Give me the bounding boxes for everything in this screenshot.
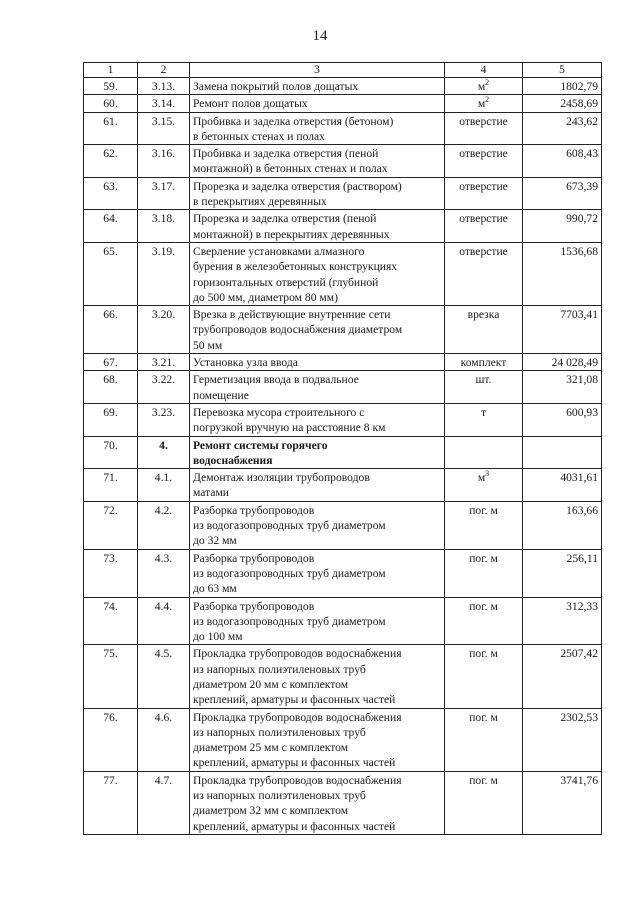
description-line: Замена покрытий полов дощатых (193, 80, 359, 93)
table-row (84, 645, 602, 708)
page-number: 14 (312, 28, 328, 44)
unit-superscript: 3 (485, 469, 490, 479)
row-price-cell: 3741,76 (523, 771, 602, 834)
unit-text: пог. м (469, 773, 498, 787)
description-line: водоснабжения (193, 453, 273, 467)
description-line: Разборка трубопроводов (193, 503, 315, 517)
row-number-cell: 74. (84, 597, 138, 645)
description-line: Герметизация ввода в подвальное (193, 373, 359, 387)
row-code-cell: 3.21. (138, 354, 190, 371)
description-line: Разборка трубопроводов (193, 599, 315, 613)
row-description-cell (190, 371, 445, 404)
row-description-cell (190, 549, 445, 597)
description-line: до 500 мм, диаметром 80 мм) (193, 290, 338, 304)
row-number-cell: 76. (84, 708, 138, 771)
row-price-cell: 673,39 (523, 177, 602, 210)
row-description-cell (190, 112, 445, 145)
description-line: диаметром 20 мм с комплектом (193, 677, 349, 691)
row-code-cell: 3.15. (138, 112, 190, 145)
row-description-cell (190, 436, 445, 469)
row-code-cell: 3.14. (138, 95, 190, 112)
row-description-cell (190, 145, 445, 178)
table-row (84, 78, 602, 95)
row-unit-cell (445, 597, 523, 645)
row-price-cell: 600,93 (523, 403, 602, 436)
description-line: Ремонт полов дощатых (193, 97, 308, 111)
row-price-cell: 7703,41 (523, 306, 602, 354)
row-code-cell: 3.16. (138, 145, 190, 178)
table-row (84, 306, 602, 354)
table-row (84, 436, 602, 469)
row-code-cell: 3.17. (138, 177, 190, 210)
row-description-cell (190, 708, 445, 771)
unit-text: пог. м (469, 599, 498, 613)
description-line: креплений, арматуры и фасонных частей (193, 756, 396, 770)
row-description-cell (190, 177, 445, 210)
table-header-row (84, 63, 602, 78)
unit-text: т (480, 405, 487, 419)
header-cell-2: 2 (138, 63, 190, 78)
row-code-cell: 3.22. (138, 371, 190, 404)
row-price-cell: 1802,79 (523, 78, 602, 95)
table-row (84, 371, 602, 404)
row-code-cell: 4.3. (138, 549, 190, 597)
row-description-cell (190, 469, 445, 502)
unit-text: пог. м (469, 647, 498, 661)
header-cell-3: 3 (190, 63, 445, 78)
table-row (84, 403, 602, 436)
description-line: до 32 мм (193, 534, 237, 548)
description-line: матами (193, 486, 229, 500)
unit-text: отверстие (459, 212, 508, 226)
row-number-cell: 62. (84, 145, 138, 178)
row-number-cell: 64. (84, 210, 138, 243)
row-price-cell: 312,33 (523, 597, 602, 645)
row-price-cell: 990,72 (523, 210, 602, 243)
row-description-cell (190, 210, 445, 243)
unit-text: пог. м (469, 503, 498, 517)
row-unit-cell (445, 501, 523, 549)
description-line: горизонтальных отверстий (глубиной (193, 275, 379, 289)
description-line: помещение (193, 388, 249, 402)
description-line: из водогазопроводных труб диаметром (193, 566, 386, 580)
row-unit-cell (445, 112, 523, 145)
row-price-cell: 243,62 (523, 112, 602, 145)
table-row (84, 549, 602, 597)
row-unit-cell (445, 242, 523, 305)
description-line: Прокладка трубопроводов водоснабжения (193, 710, 402, 724)
row-code-cell: 4. (138, 436, 190, 469)
description-line: до 63 мм (193, 582, 237, 596)
unit-superscript: 2 (485, 95, 490, 105)
description-line: из напорных полиэтиленовых труб (193, 725, 366, 739)
row-price-cell: 2507,42 (523, 645, 602, 708)
description-line: монтажной) в бетонных стенах и полах (193, 162, 388, 176)
description-line: Врезка в действующие внутренние сети (193, 308, 391, 322)
description-line: из водогазопроводных труб диаметром (193, 614, 386, 628)
description-line: бурения в железобетонных конструкциях (193, 260, 398, 274)
row-number-cell: 72. (84, 501, 138, 549)
row-description-cell (190, 501, 445, 549)
row-unit-cell (445, 436, 523, 469)
row-price-cell: 163,66 (523, 501, 602, 549)
description-line: креплений, арматуры и фасонных частей (193, 819, 396, 833)
row-number-cell: 73. (84, 549, 138, 597)
description-line: из водогазопроводных труб диаметром (193, 519, 386, 533)
row-unit-cell (445, 78, 523, 95)
unit-text: отверстие (459, 147, 508, 161)
description-line: Прорезка и заделка отверстия (пеной (193, 212, 377, 226)
unit-text: шт. (475, 373, 492, 387)
row-number-cell: 63. (84, 177, 138, 210)
header-cell-5: 5 (523, 63, 602, 78)
row-description-cell (190, 771, 445, 834)
description-line: Сверление установками алмазного (193, 244, 365, 258)
description-line: в бетонных стенах и полах (193, 129, 325, 143)
row-code-cell: 3.19. (138, 242, 190, 305)
row-code-cell: 3.13. (138, 78, 190, 95)
description-line: Установка узла ввода (193, 356, 298, 370)
description-line: диаметром 25 мм с комплектом (193, 741, 349, 755)
description-line: трубопроводов водоснабжения диаметром (193, 323, 403, 337)
description-line: Прорезка и заделка отверстия (раствором) (193, 179, 402, 193)
row-description-cell (190, 95, 445, 112)
row-unit-cell (445, 403, 523, 436)
row-price-cell: 2458,69 (523, 95, 602, 112)
unit-text: отверстие (459, 244, 508, 258)
table-row (84, 708, 602, 771)
table-row (84, 469, 602, 502)
row-description-cell (190, 306, 445, 354)
row-number-cell: 68. (84, 371, 138, 404)
row-code-cell: 4.4. (138, 597, 190, 645)
header-cell-4: 4 (445, 63, 523, 78)
description-line: диаметром 32 мм с комплектом (193, 804, 349, 818)
row-description-cell (190, 354, 445, 371)
table-row (84, 242, 602, 305)
price-table (83, 62, 602, 835)
description-line: погрузкой вручную на расстояние 8 км (193, 421, 386, 435)
unit-text: отверстие (459, 114, 508, 128)
table-row (84, 210, 602, 243)
row-number-cell: 75. (84, 645, 138, 708)
row-description-cell (190, 403, 445, 436)
row-code-cell: 4.6. (138, 708, 190, 771)
description-line: до 100 мм (193, 630, 243, 644)
description-line: в перекрытиях деревянных (193, 195, 327, 209)
table-row (84, 501, 602, 549)
unit-text: врезка (467, 308, 500, 322)
row-number-cell: 66. (84, 306, 138, 354)
description-line: Прокладка трубопроводов водоснабжения (193, 647, 402, 661)
row-number-cell: 71. (84, 469, 138, 502)
unit-text: отверстие (459, 179, 508, 193)
row-unit-cell (445, 469, 523, 502)
unit-superscript: 2 (485, 78, 490, 88)
description-line: Демонтаж изоляции трубопроводов (193, 471, 370, 485)
unit-text: м (477, 80, 486, 93)
description-line: из напорных полиэтиленовых труб (193, 789, 366, 803)
description-line: Прокладка трубопроводов водоснабжения (193, 773, 402, 787)
row-code-cell: 4.1. (138, 469, 190, 502)
row-unit-cell (445, 645, 523, 708)
unit-text: м (477, 471, 486, 485)
row-unit-cell (445, 771, 523, 834)
row-unit-cell (445, 95, 523, 112)
unit-text: пог. м (469, 551, 498, 565)
row-price-cell (523, 436, 602, 469)
row-code-cell: 4.5. (138, 645, 190, 708)
row-number-cell: 59. (84, 78, 138, 95)
row-unit-cell (445, 371, 523, 404)
description-line: 50 мм (193, 338, 223, 352)
description-line: Разборка трубопроводов (193, 551, 315, 565)
table-row (84, 95, 602, 112)
description-line: креплений, арматуры и фасонных частей (193, 693, 396, 707)
row-price-cell: 256,11 (523, 549, 602, 597)
row-code-cell: 3.18. (138, 210, 190, 243)
table-body (84, 63, 602, 835)
description-line: Пробивка и заделка отверстия (пеной (193, 147, 379, 161)
row-number-cell: 77. (84, 771, 138, 834)
row-price-cell: 608,43 (523, 145, 602, 178)
description-line: монтажной) в перекрытиях деревянных (193, 227, 390, 241)
row-unit-cell (445, 306, 523, 354)
table-row (84, 177, 602, 210)
row-code-cell: 4.2. (138, 501, 190, 549)
row-price-cell: 321,08 (523, 371, 602, 404)
row-description-cell (190, 78, 445, 95)
row-number-cell: 60. (84, 95, 138, 112)
row-unit-cell (445, 354, 523, 371)
description-line: Перевозка мусора строительного с (193, 405, 365, 419)
table-row (84, 597, 602, 645)
row-description-cell (190, 242, 445, 305)
row-price-cell: 24 028,49 (523, 354, 602, 371)
row-number-cell: 67. (84, 354, 138, 371)
row-code-cell: 4.7. (138, 771, 190, 834)
row-number-cell: 70. (84, 436, 138, 469)
description-line: Ремонт системы горячего (193, 438, 328, 452)
description-line: из напорных полиэтиленовых труб (193, 662, 366, 676)
table-row (84, 112, 602, 145)
row-unit-cell (445, 145, 523, 178)
row-code-cell: 3.20. (138, 306, 190, 354)
unit-text: комплект (460, 356, 507, 370)
row-unit-cell (445, 549, 523, 597)
table-row (84, 771, 602, 834)
row-price-cell: 1536,68 (523, 242, 602, 305)
row-code-cell: 3.23. (138, 403, 190, 436)
row-description-cell (190, 645, 445, 708)
row-description-cell (190, 597, 445, 645)
description-line: Пробивка и заделка отверстия (бетоном) (193, 114, 394, 128)
unit-text: м (477, 97, 486, 111)
row-unit-cell (445, 177, 523, 210)
row-price-cell: 4031,61 (523, 469, 602, 502)
row-number-cell: 61. (84, 112, 138, 145)
row-number-cell: 69. (84, 403, 138, 436)
row-price-cell: 2302,53 (523, 708, 602, 771)
row-unit-cell (445, 210, 523, 243)
unit-text: пог. м (469, 710, 498, 724)
row-number-cell: 65. (84, 242, 138, 305)
row-unit-cell (445, 708, 523, 771)
table-row (84, 354, 602, 371)
table-row (84, 145, 602, 178)
header-cell-1: 1 (84, 63, 138, 78)
